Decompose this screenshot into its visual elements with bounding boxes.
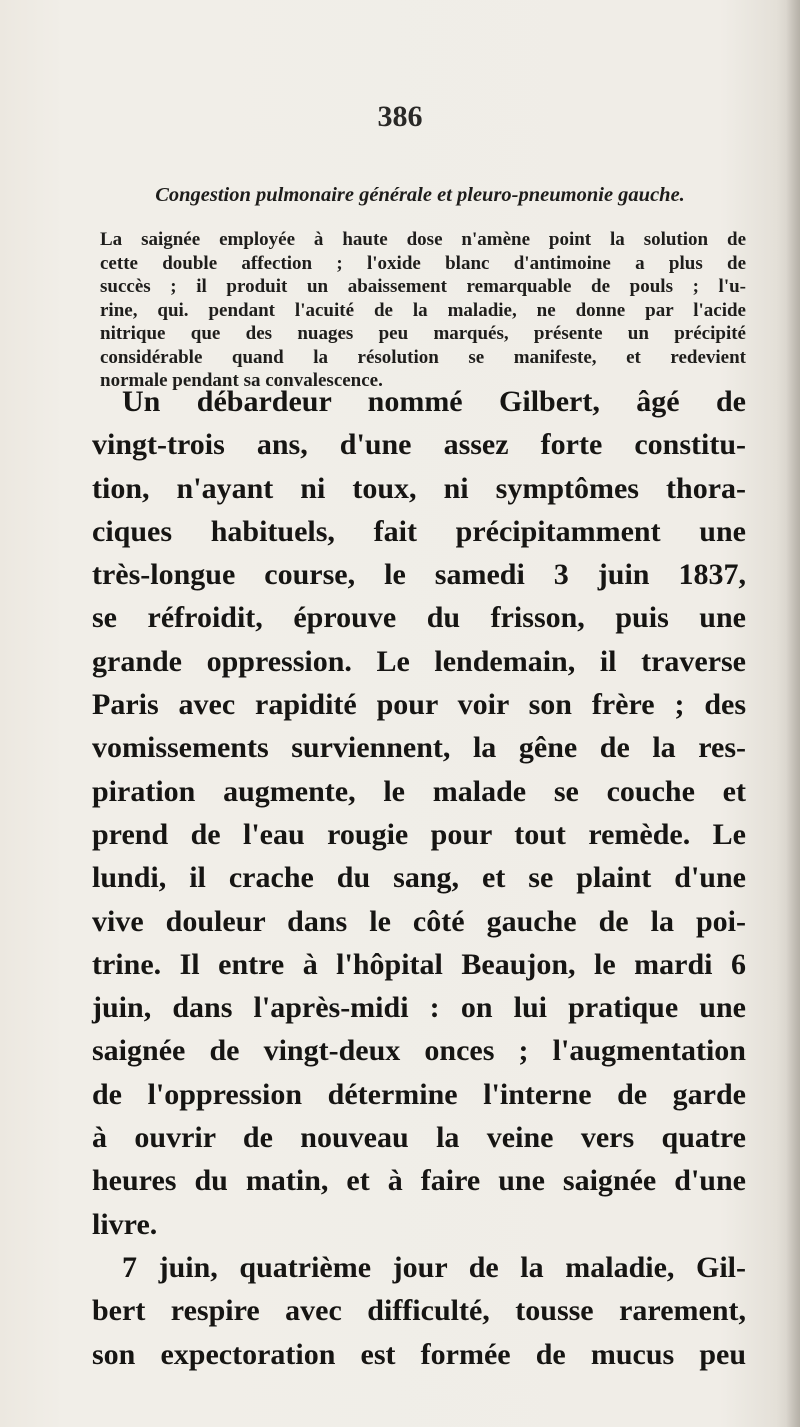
body-line: à ouvrir de nouveau la veine vers quatre bbox=[92, 1121, 746, 1155]
body-line: trine. Il entre à l'hôpital Beaujon, le mardi 6 bbox=[92, 947, 746, 981]
body-line: Paris avec rapidité pour voir son frère ; des bbox=[92, 688, 746, 722]
page-number: 386 bbox=[377, 100, 423, 133]
summary-line: considérable quand la résolution se manifeste, et redevient bbox=[100, 346, 746, 368]
body-text bbox=[92, 380, 746, 1376]
summary-line: normale pendant sa convalescence. bbox=[100, 370, 383, 391]
section-title: Congestion pulmonaire générale et pleuro-pneumonie gauche. bbox=[155, 184, 685, 206]
body-line: ciques habituels, fait précipitamment une bbox=[92, 514, 746, 548]
body-line: de l'oppression détermine l'interne de garde bbox=[92, 1077, 746, 1111]
summary-paragraph bbox=[100, 228, 746, 393]
body-line: prend de l'eau rougie pour tout remède. Le bbox=[92, 817, 746, 851]
body-line: bert respire avec difficulté, tousse rarement, bbox=[92, 1294, 746, 1328]
summary-line: nitrique que des nuages peu marqués, présente un précipité bbox=[100, 323, 746, 344]
body-line: son expectoration est formée de mucus peu bbox=[92, 1337, 746, 1371]
body-line: 7 juin, quatrième jour de la maladie, Gil- bbox=[122, 1250, 746, 1284]
body-line: se réfroidit, éprouve du frisson, puis une bbox=[92, 601, 746, 635]
body-line: tion, n'ayant ni toux, ni symptômes thora- bbox=[92, 471, 746, 505]
body-line: vive douleur dans le côté gauche de la poi- bbox=[92, 904, 746, 938]
body-line: très-longue course, le samedi 3 juin 1837, bbox=[92, 558, 746, 592]
body-line: piration augmente, le malade se couche et bbox=[92, 774, 746, 808]
body-line: Un débardeur nommé Gilbert, âgé de bbox=[122, 385, 746, 418]
body-line: heures du matin, et à faire une saignée d'une bbox=[92, 1164, 746, 1198]
body-line: grande oppression. Le lendemain, il traverse bbox=[92, 644, 746, 678]
summary-line: succès ; il produit un abaissement remarquable de pouls ; l'u- bbox=[100, 276, 746, 297]
body-line: vomissements surviennent, la gêne de la res- bbox=[92, 731, 746, 765]
page-edge-shadow bbox=[786, 0, 800, 1427]
summary-line: La saignée employée à haute dose n'amène point la solution de bbox=[100, 229, 746, 250]
summary-line: cette double affection ; l'oxide blanc d'antimoine a plus de bbox=[100, 252, 746, 274]
summary-line: rine, qui. pendant l'acuité de la maladie, ne donne par l'acide bbox=[100, 299, 746, 321]
body-line: juin, dans l'après-midi : on lui pratique une bbox=[92, 991, 746, 1025]
body-line: lundi, il crache du sang, et se plaint d'une bbox=[92, 861, 746, 895]
body-line: vingt-trois ans, d'une assez forte constitu- bbox=[92, 428, 746, 462]
body-line: livre. bbox=[92, 1207, 158, 1241]
body-line: saignée de vingt-deux onces ; l'augmentation bbox=[92, 1034, 746, 1068]
